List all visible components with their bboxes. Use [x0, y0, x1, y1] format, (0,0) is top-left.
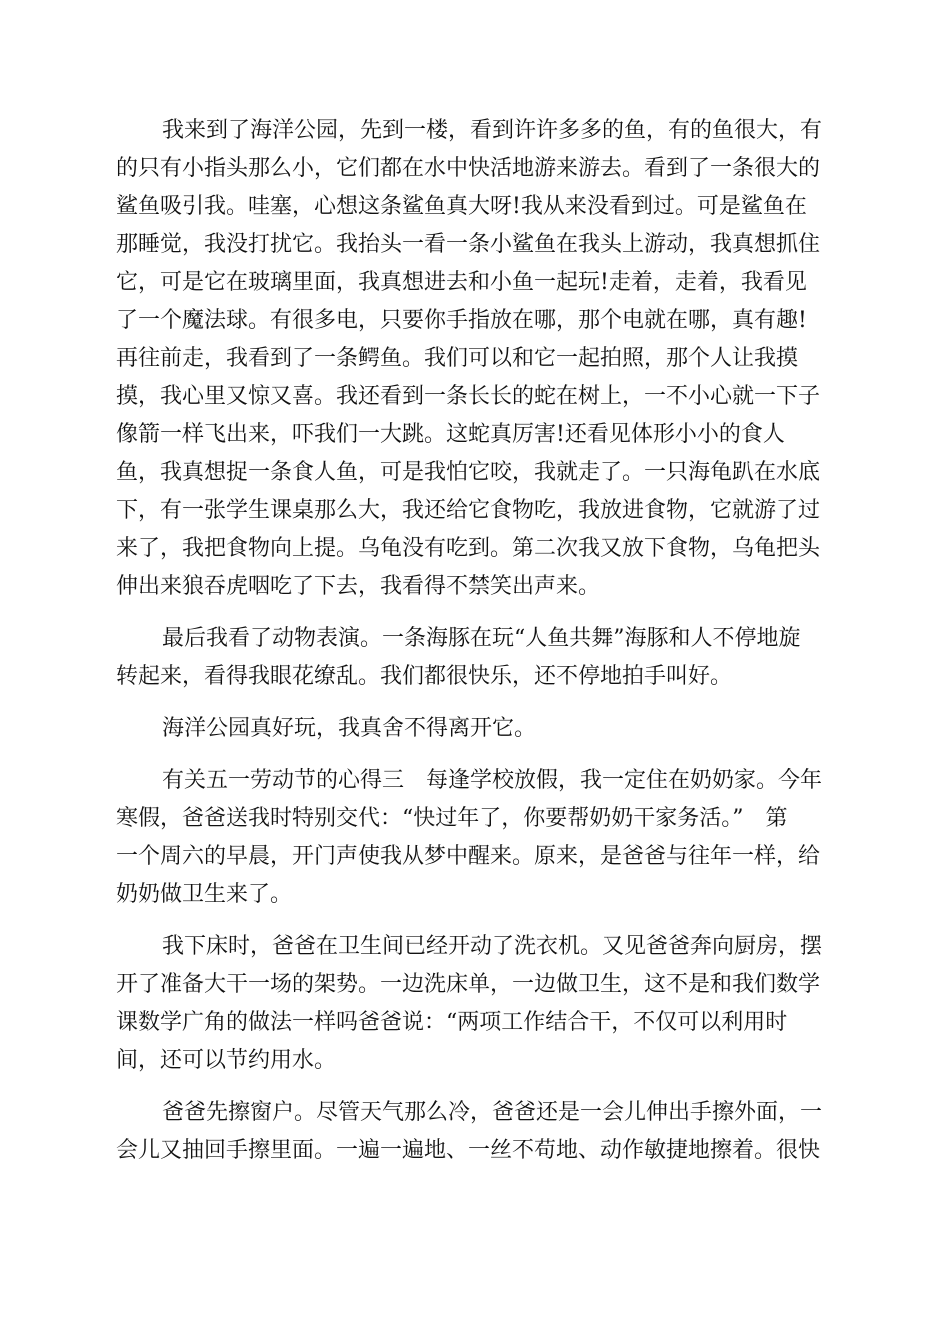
text-line: 我来到了海洋公园，先到一楼，看到许许多多的鱼，有的鱼很大，有 [162, 118, 823, 143]
text-line: 伸出来狼吞虎咽吃了下去，我看得不禁笑出声来。 [116, 574, 601, 599]
paragraph-spacing [116, 696, 836, 710]
text-line: 它，可是它在玻璃里面，我真想进去和小鱼一起玩!走着，走着，我看见 [116, 270, 807, 295]
text-line: 寒假，爸爸送我时特别交代：“快过年了，你要帮奶奶干家务活。” 第 [116, 806, 788, 831]
text-line: 鲨鱼吸引我。哇塞，心想这条鲨鱼真大呀!我从来没看到过。可是鲨鱼在 [116, 194, 807, 219]
text-line: 间，还可以节约用水。 [116, 1048, 337, 1073]
text-line: 有关五一劳动节的心得三 每逢学校放假，我一定住在奶奶家。今年 [162, 768, 823, 793]
paragraph-labor-day-intro [116, 762, 836, 914]
paragraph-spacing [116, 914, 836, 928]
text-line: 下，有一张学生课桌那么大，我还给它食物吃，我放进食物，它就游了过 [116, 498, 821, 523]
text-line: 像箭一样飞出来，吓我们一大跳。这蛇真厉害!还看见体形小小的食人 [116, 422, 785, 447]
text-line: 会儿又抽回手擦里面。一遍一遍地、一丝不苟地、动作敏捷地擦着。很快 [116, 1138, 821, 1163]
text-line: 再往前走，我看到了一条鳄鱼。我们可以和它一起拍照，那个人让我摸 [116, 346, 799, 371]
text-line: 来了，我把食物向上提。乌龟没有吃到。第二次我又放下食物，乌龟把头 [116, 536, 821, 561]
paragraph-window-cleaning [116, 1094, 836, 1170]
text-line: 最后我看了动物表演。一条海豚在玩“人鱼共舞”海豚和人不停地旋 [162, 626, 801, 651]
text-line: 课数学广角的做法一样吗爸爸说：“两项工作结合干，不仅可以利用时 [116, 1010, 788, 1035]
paragraph-conclusion [116, 710, 836, 748]
paragraph-spacing [116, 606, 836, 620]
paragraph-animal-show [116, 620, 836, 696]
text-line: 一个周六的早晨，开门声使我从梦中醒来。原来，是爸爸与往年一样，给 [116, 844, 821, 869]
text-line: 开了准备大干一场的架势。一边洗床单，一边做卫生，这不是和我们数学 [116, 972, 821, 997]
document-body [116, 112, 836, 1170]
text-line: 爸爸先擦窗户。尽管天气那么冷，爸爸还是一会儿伸出手擦外面，一 [162, 1100, 823, 1125]
text-line: 奶奶做卫生来了。 [116, 882, 293, 907]
text-line: 摸，我心里又惊又喜。我还看到一条长长的蛇在树上，一不小心就一下子 [116, 384, 821, 409]
text-line: 我下床时，爸爸在卫生间已经开动了洗衣机。又见爸爸奔向厨房，摆 [162, 934, 823, 959]
text-line: 海洋公园真好玩，我真舍不得离开它。 [162, 716, 537, 741]
text-line: 鱼，我真想捉一条食人鱼，可是我怕它咬，我就走了。一只海龟趴在水底 [116, 460, 821, 485]
text-line: 那睡觉，我没打扰它。我抬头一看一条小鲨鱼在我头上游动，我真想抓住 [116, 232, 821, 257]
paragraph-ocean-park-visit [116, 112, 836, 606]
paragraph-spacing [116, 748, 836, 762]
text-line: 转起来，看得我眼花缭乱。我们都很快乐，还不停地拍手叫好。 [116, 664, 733, 689]
paragraph-spacing [116, 1080, 836, 1094]
text-line: 了一个魔法球。有很多电，只要你手指放在哪，那个电就在哪，真有趣! [116, 308, 807, 333]
text-line: 的只有小指头那么小，它们都在水中快活地游来游去。看到了一条很大的 [116, 156, 821, 181]
paragraph-washing [116, 928, 836, 1080]
